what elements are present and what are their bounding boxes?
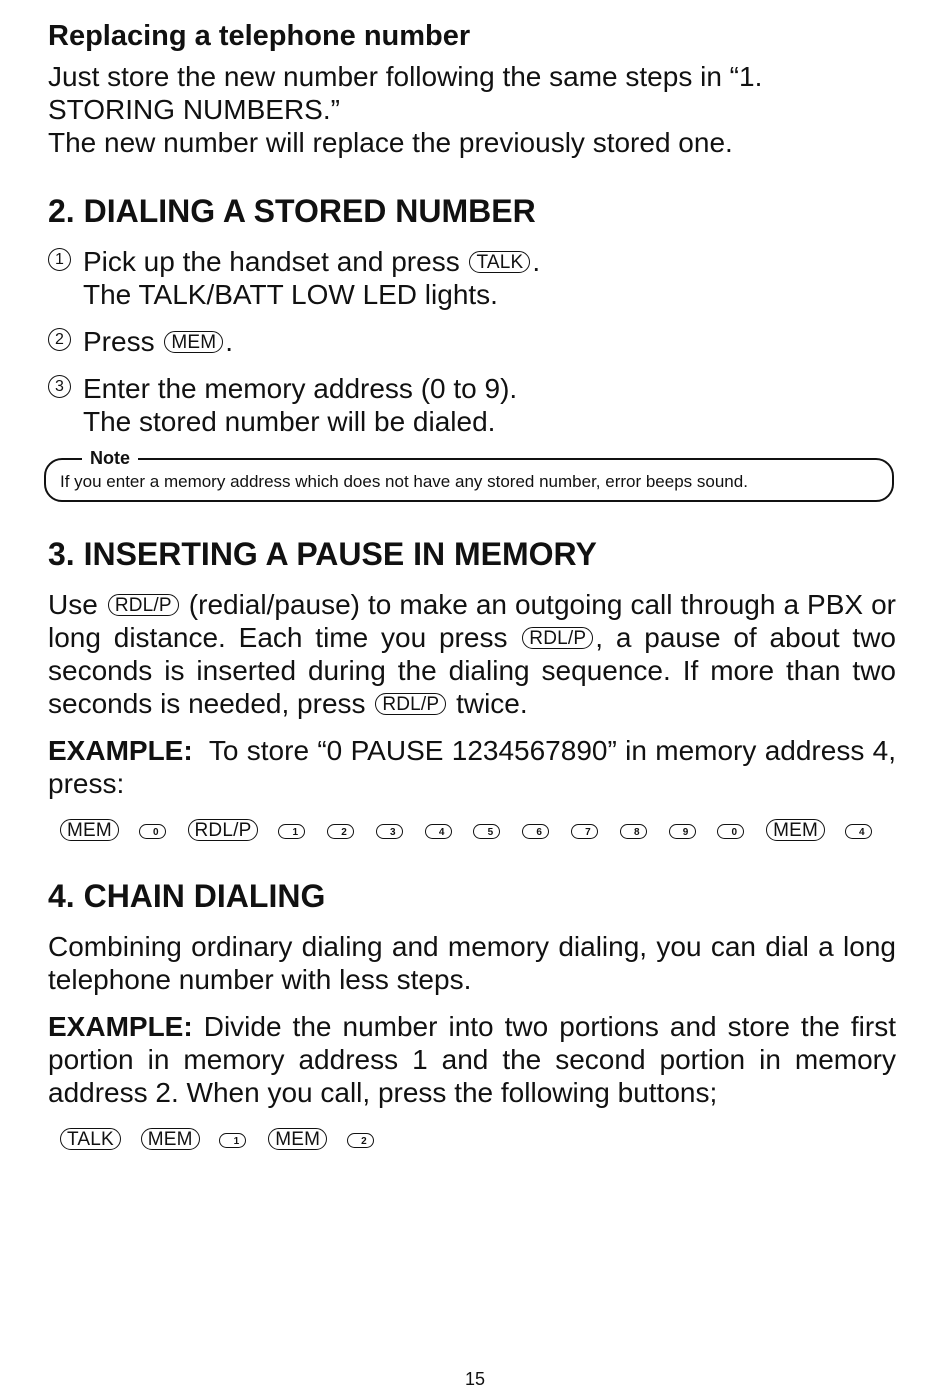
mem-key: MEM <box>141 1128 200 1150</box>
digit-key: 0 <box>139 824 166 839</box>
mem-key: MEM <box>766 819 825 841</box>
digit-key: 4 <box>845 824 872 839</box>
step-text: Press <box>83 326 155 357</box>
step-number-badge: 1 <box>48 248 71 271</box>
step-text-line2: The stored number will be dialed. <box>83 406 496 437</box>
talk-key: TALK <box>60 1128 121 1150</box>
step-text-line2: The TALK/BATT LOW LED lights. <box>83 279 498 310</box>
example-text: To store “0 PAUSE 1234567890” in memory address 4, press: <box>48 735 897 799</box>
example-label: EXAMPLE: <box>48 1011 193 1042</box>
digit-key: 8 <box>620 824 647 839</box>
step-1 <box>48 245 896 311</box>
page-number: 15 <box>464 1369 486 1389</box>
para-text: , a pause of about two seconds is inserted during the dialing sequence. If more than two seconds is needed, press <box>48 622 896 719</box>
digit-key: 7 <box>571 824 598 839</box>
replacing-line1: Just store the new number following the same steps in “1. STORING NUMBERS.” <box>48 61 763 125</box>
mem-key: MEM <box>164 331 223 353</box>
talk-key: TALK <box>469 251 530 273</box>
section4-example <box>48 1010 896 1109</box>
digit-key: 5 <box>473 824 500 839</box>
rdlp-key: RDL/P <box>522 627 593 649</box>
mem-key: MEM <box>60 819 119 841</box>
para-text: twice. <box>456 688 528 719</box>
section2-heading: 2. DIALING A STORED NUMBER <box>48 193 536 229</box>
section4-heading: 4. CHAIN DIALING <box>48 878 326 914</box>
key-sequence-chain <box>58 1125 896 1153</box>
digit-key: 3 <box>376 824 403 839</box>
digit-key: 0 <box>717 824 744 839</box>
example-label: EXAMPLE: <box>48 735 193 766</box>
rdlp-key: RDL/P <box>188 819 259 841</box>
digit-key: 1 <box>219 1133 246 1148</box>
digit-key: 2 <box>347 1133 374 1148</box>
section3-heading: 3. INSERTING A PAUSE IN MEMORY <box>48 536 597 572</box>
step-3 <box>48 372 896 438</box>
example-text: Divide the number into two portions and store the first portion in memory address 1 and the second portion in memory address 2. When you call, press the following buttons; <box>48 1011 896 1108</box>
step-text: Pick up the handset and press <box>83 246 460 277</box>
step-text: Enter the memory address (0 to 9). <box>83 373 518 404</box>
para-text: (redial/pause) to make an outgoing call through a PBX or long distance. Each time you press <box>48 589 896 653</box>
step-punct: . <box>532 246 541 277</box>
rdlp-key: RDL/P <box>108 594 179 616</box>
para-text: Use <box>48 589 98 620</box>
key-sequence-pause <box>58 816 896 844</box>
rdlp-key: RDL/P <box>375 693 446 715</box>
section3-paragraph <box>48 588 896 720</box>
digit-key: 2 <box>327 824 354 839</box>
step-punct: . <box>225 326 234 357</box>
section4-paragraph: Combining ordinary dialing and memory dialing, you can dial a long telephone number with less steps. <box>48 931 896 995</box>
replacing-heading: Replacing a telephone number <box>48 20 471 52</box>
note-box <box>44 448 894 502</box>
note-text: If you enter a memory address which does not have any stored number, error beeps sound. <box>60 472 748 491</box>
digit-key: 1 <box>278 824 305 839</box>
digit-key: 9 <box>669 824 696 839</box>
manual-page <box>48 18 896 1153</box>
digit-key: 4 <box>425 824 452 839</box>
section3-example <box>48 734 896 800</box>
replacing-line2: The new number will replace the previously stored one. <box>48 127 733 158</box>
mem-key: MEM <box>268 1128 327 1150</box>
step-2 <box>48 325 896 358</box>
step-number-badge: 3 <box>48 375 71 398</box>
note-label: Note <box>82 448 138 468</box>
digit-key: 6 <box>522 824 549 839</box>
step-number-badge: 2 <box>48 328 71 351</box>
